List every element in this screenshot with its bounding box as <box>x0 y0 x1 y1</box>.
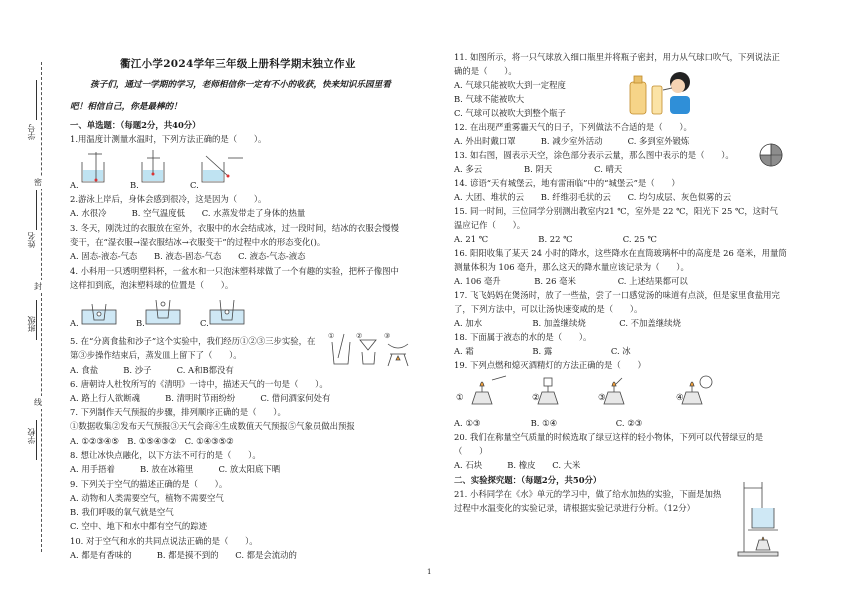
q11-stem-1: 11. 如图所示，将一只气球放入细口瓶里并将瓶子密封，用力从气球口吹气，下列说法正 <box>454 52 780 62</box>
q20-stem-2: （ ） <box>454 446 488 456</box>
q10-stem: 10. 对于空气和水的共同点说法正确的是（ ）。 <box>70 536 258 546</box>
svg-text:①: ① <box>328 332 335 340</box>
q1-option-a: A. <box>70 180 79 190</box>
q18-stem: 18. 下面属于液态的水的是（ ）。 <box>454 332 592 342</box>
q3-options: A. 固态-液态-气态 B. 液态-固态-气态 C. 液态-气态-液态 <box>70 251 306 261</box>
seal-feng: 封 <box>34 282 42 291</box>
q1-stem: 1.用温度计测量水温时，下列方法正确的是（ ）。 <box>70 134 267 144</box>
seal-mi: 密 <box>34 178 42 187</box>
q1-option-c: C. <box>190 180 199 190</box>
q9-option-b: B. 我们呼吸的氧气就是空气 <box>70 507 174 517</box>
q5-stem-1: 5. 在“分离食盐和沙子”这个实验中，我们经历①②③三步实验，在 <box>70 336 316 346</box>
q16-stem-2: 测量体积为 106 毫升，那么这天的降水量应该记录为（ ）。 <box>454 262 689 272</box>
q6-options: A. 路上行人欲断魂 B. 清明时节雨纷纷 C. 借问酒家何处有 <box>70 393 331 403</box>
q11-option-b: B. 气球不能被吹大 <box>454 94 525 104</box>
q4-option-a: A. <box>70 318 79 328</box>
q1-option-b: B. <box>130 180 139 190</box>
q13-stem: 13. 如右图，圆表示天空，涂色部分表示云量，那么图中表示的是（ ）。 <box>454 150 734 160</box>
q8-stem: 8. 想让冰快点融化，以下方法不可行的是（ ）。 <box>70 450 261 460</box>
q3-stem-1: 3. 冬天，刚洗过的衣服放在室外，衣服中的水会结成冰，过一段时间，结冰的衣服会慢慢 <box>70 223 399 233</box>
q12-stem: 12. 在出现严重雾霾天气的日子，下列做法不合适的是（ ）。 <box>454 122 692 132</box>
svg-text:②: ② <box>356 332 363 340</box>
q6-stem: 6. 唐朝诗人杜牧所写的《清明》一诗中，描述天气的一句是（ ）。 <box>70 379 328 389</box>
q17-stem-1: 17. 飞飞妈妈在煲汤时，放了一些盐，尝了一口感觉汤的味道有点淡，但是家里食盐用完 <box>454 290 780 300</box>
name-blank <box>36 190 37 230</box>
page-number: 1 <box>427 568 432 576</box>
q19-fig-label-1: ① <box>456 392 464 402</box>
q4-option-c: C. <box>200 318 209 328</box>
q12-options: A. 外出时戴口罩 B. 减少室外活动 C. 多到室外锻炼 <box>454 136 690 146</box>
q20-options: A. 石块 B. 橡皮 C. 大米 <box>454 460 581 470</box>
q7-steps: ①数据收集②发布天气预报③天气会商④生成数值天气预报⑤气象员做出预报 <box>70 421 355 431</box>
student-no-blank <box>36 80 37 120</box>
q15-options: A. 21 ℃ B. 22 ℃ C. 25 ℃ <box>454 234 657 244</box>
q19-fig-label-3: ③ <box>598 392 606 402</box>
label-name: 姓名 <box>27 232 36 248</box>
q14-stem: 14. 谚语“天有城堡云，地有雷雨临”中的“城堡云”是（ ） <box>454 178 680 188</box>
q16-options: A. 106 毫升 B. 26 毫米 C. 上述结果都可以 <box>454 276 688 286</box>
q19-options: A. ①③ B. ①④ C. ②③ <box>454 418 643 428</box>
q13-cloud-cover-circle <box>758 142 784 168</box>
q11-option-c: C. 气球可以被吹大到整个瓶子 <box>454 108 566 118</box>
q14-options: A. 大团、堆状的云 B. 纤维羽毛状的云 C. 均匀成层、灰色似雾的云 <box>454 192 732 202</box>
seal-xian: 线 <box>34 398 42 407</box>
q13-options: A. 多云 B. 阴天 C. 晴天 <box>454 164 623 174</box>
q2-options: A. 水很冷 B. 空气温度低 C. 水蒸发带走了身体的热量 <box>70 208 306 218</box>
q9-option-c: C. 空中、地下和水中都有空气的踪迹 <box>70 521 208 531</box>
q21-stem-1: 21. 小科同学在《水》单元的学习中，做了给水加热的实验，下面是加热 <box>454 489 722 499</box>
q3-stem-2: 变干，在“湿衣服→湿衣服结冰→衣服变干”的过程中水的形态变化()。 <box>70 237 326 247</box>
label-school: 学校 <box>27 428 36 444</box>
q15-stem-1: 15. 同一时间，三位同学分别测出教室内21 ℃，室外是 22 ℃，阳光下 25 ℃，这时气 <box>454 206 778 216</box>
q18-options: A. 霜 B. 露 C. 冰 <box>454 346 631 356</box>
q19-stem: 19. 下列点燃和熄灭酒精灯的方法正确的是（ ） <box>454 360 646 370</box>
q2-stem: 2.游泳上岸后，身体会感到很冷，这是因为（ ）。 <box>70 194 267 204</box>
q10-options: A. 都是有香味的 B. 都是摸不到的 C. 都是会流动的 <box>70 550 297 560</box>
intro-line-1: 孩子们，通过一学期的学习，老师相信你一定有不小的收获，快来知识乐园里看 <box>90 80 391 90</box>
q19-fig-label-4: ④ <box>676 392 684 402</box>
q19-alcohol-lamp-figures <box>466 374 716 410</box>
q15-stem-2: 温应记作（ ）。 <box>454 220 526 230</box>
q5-separation-figures <box>326 330 412 368</box>
q11-balloon-illustration <box>628 68 692 118</box>
q16-stem-1: 16. 阳阳收集了某天 24 小时的降水，这些降水在直筒玻璃杯中的高度是 26 毫米，用量筒 <box>454 248 787 258</box>
section-2-heading: 二、实验探究题：（每题2分，共50分） <box>454 475 602 485</box>
q17-stem-2: 了，下列方法中，可以让汤快速变咸的是（ ）。 <box>454 304 643 314</box>
q21-heating-apparatus <box>738 478 794 558</box>
q5-stem-2: 第③步操作结束后，蒸发皿上留下了（ ）。 <box>70 350 242 360</box>
q7-options: A. ①②③④⑤ B. ①⑤④③② C. ①④③⑤② <box>70 436 234 446</box>
q9-stem: 9. 下列关于空气的描述正确的是（ ）。 <box>70 479 228 489</box>
label-student-no: 学号 <box>27 124 36 140</box>
q20-stem-1: 20. 我们在称量空气质量的时候选取了绿豆这样的轻小物体，下列可以代替绿豆的是 <box>454 432 764 442</box>
q21-stem-2: 过程中水温变化的实验记录，请根据实验记录进行分析。（12分） <box>454 503 695 513</box>
q7-stem: 7. 下列制作天气预报的步骤，排列顺序正确的是（ ）。 <box>70 407 286 417</box>
q11-stem-2: 确的是（ ）。 <box>454 66 517 76</box>
q4-stem-1: 4. 小科用一只透明塑料杯，一盆水和一只泡沫塑料球做了一个有趣的实验，把杯子像图中 <box>70 266 399 276</box>
q17-options: A. 加水 B. 加盖继续烧 C. 不加盖继续烧 <box>454 318 681 328</box>
section-1-heading: 一、单选题：（每题2分，共40分） <box>70 120 201 130</box>
q11-option-a: A. 气球只能被吹大到一定程度 <box>454 80 566 90</box>
q4-cup-figures <box>80 296 270 326</box>
q5-options: A. 食盐 B. 沙子 C. A和B都没有 <box>70 365 234 375</box>
page-title: 衢江小学2024学年三年级上册科学期末独立作业 <box>120 58 356 70</box>
svg-text:③: ③ <box>384 332 391 340</box>
q4-option-b: B. <box>136 318 145 328</box>
q9-option-a: A. 动物和人类需要空气，植物不需要空气 <box>70 493 224 503</box>
q19-fig-label-2: ② <box>532 392 540 402</box>
q1-thermometer-figures <box>78 150 268 188</box>
label-class: 班级 <box>27 316 36 332</box>
binding-dashed-line <box>41 62 42 552</box>
q4-stem-2: 这样扣到底，泡沫塑料球的位置是（ ）。 <box>70 280 234 290</box>
q8-options: A. 用手捂着 B. 放在冰箱里 C. 放太阳底下晒 <box>70 464 281 474</box>
intro-line-2: 吧！相信自己，你是最棒的！ <box>70 102 182 112</box>
